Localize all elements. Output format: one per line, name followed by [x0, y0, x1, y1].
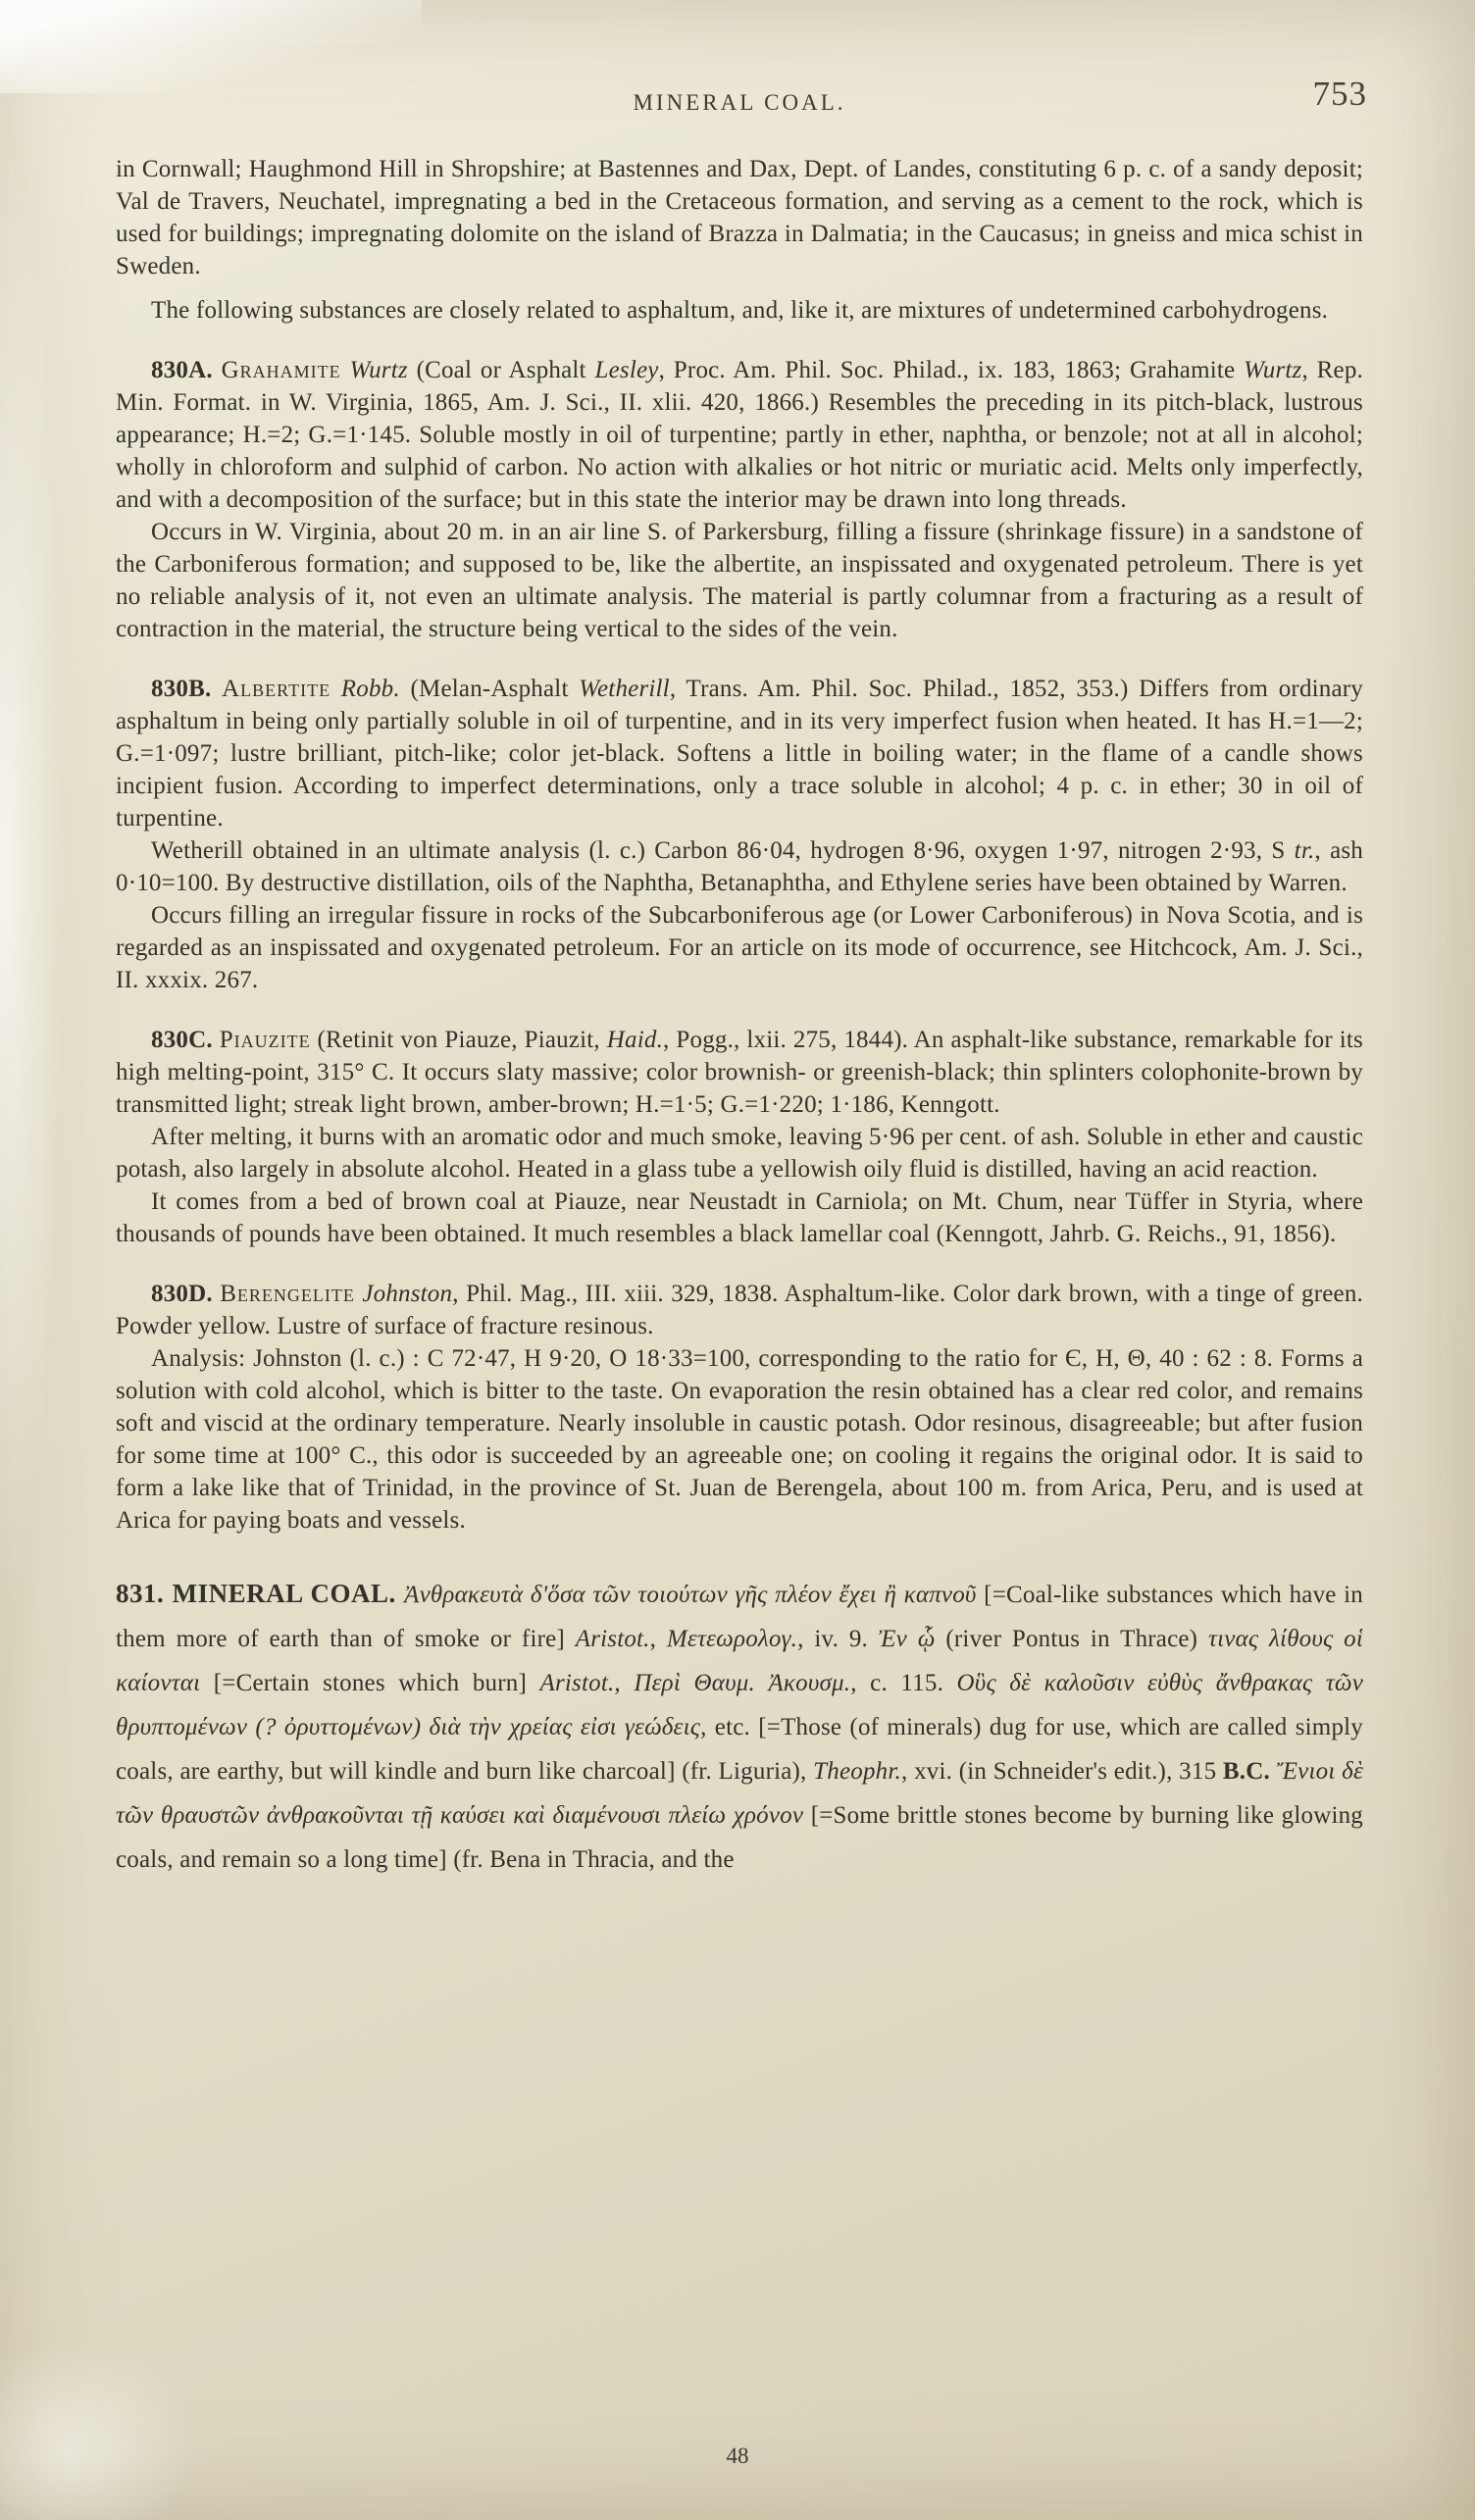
text-run: Aristot.	[539, 1670, 615, 1696]
text-run: [=Some brittle stones become by burning like glowing coals, and remain so a long time] (fr. Bena in Thracia, and the	[116, 1802, 1363, 1873]
text-run: in Cornwall; Haughmond Hill in Shropshire; at Bastennes and Dax, Dept. of Landes, constituting 6 p. c. of a sandy deposit; Val de Travers, Neuchatel, impregnating a bed in the Cretaceous formation, and serving as a cement to the rock, which is used for buildings; impregnating dolomite on the island of Brazza in Dalmatia; in the Caucasus; in gneiss and mica schist in Sweden.	[116, 156, 1363, 279]
section-830a-occurrence	[116, 516, 1363, 645]
text-run: , Trans. Am. Phil. Soc. Philad., 1852, 353.) Differs from ordinary asphaltum in being only partially soluble in oil of turpentine, and in its very imperfect fusion when heated. It has H.=1—2; G.=1·097; lustre brilliant, pitch-like; color jet-black. Softens a little in boiling water; in the flame of a candle shows incipient fusion. According to imperfect determinations, only a trace soluble in alcohol; 4 p. c. in ether; 30 in oil of turpentine.	[116, 676, 1364, 832]
text-run: etc. [=Those (of minerals) dug for use, which are called simply coals, are earthy, but will kindle and burn like charcoal] (fr. Liguria),	[116, 1714, 1363, 1785]
section-830a-description	[116, 354, 1363, 516]
text-run: Wetherill obtained in an ultimate analysis (l. c.) Carbon 86·04, hydrogen 8·96, oxygen 1·97, nitrogen 2·93, S	[151, 837, 1295, 864]
text-run: Ἔνιοι δὲ τῶν θραυστῶν ἀνθρακοῦνται τῇ καύσει καὶ διαμένουσι πλείω χρόνον	[116, 1758, 1363, 1829]
text-run: Occurs in W. Virginia, about 20 m. in an air line S. of Parkersburg, filling a fissure (shrinkage fissure) in a sandstone of the Carboniferous formation; and supposed to be, like the albertite, an inspissated and oxygenated petroleum. There is yet no reliable analysis of it, not even an ultimate analysis. The material is partly columnar from a fracturing as a result of contraction in the material, the structure being vertical to the sides of the vein.	[116, 519, 1363, 642]
section-830c-properties	[116, 1121, 1363, 1185]
text-run: Piauzite	[219, 1027, 311, 1053]
text-run: , Phil. Mag., III. xiii. 329, 1838. Asphaltum-like. Color dark brown, with a tinge of green. Powder yellow. Lustre of surface of fracture resinous.	[116, 1281, 1363, 1339]
text-run: Robb.	[340, 676, 400, 702]
text-run: 830B.	[151, 676, 223, 702]
scan-highlight-top-left	[0, 0, 422, 93]
text-run: Μετεωρολογ.	[666, 1626, 798, 1652]
text-run: 830D.	[151, 1281, 221, 1307]
text-run: B.C.	[1222, 1758, 1277, 1785]
text-run: (river Pontus in Thrace)	[945, 1626, 1208, 1652]
text-run: , Proc. Am. Phil. Soc. Philad., ix. 183, 1863; Grahamite	[658, 357, 1245, 383]
text-run: tr.	[1294, 837, 1315, 864]
text-run: ,	[614, 1670, 635, 1696]
section-830b-analysis	[116, 834, 1363, 899]
page-number: 753	[1312, 75, 1367, 113]
scan-highlight-left-edge	[0, 137, 64, 1608]
text-run: 831. MINERAL COAL.	[116, 1579, 405, 1608]
text-run: τινας λίθους οἱ καίονται	[116, 1626, 1364, 1696]
text-run: Theophr.	[813, 1758, 901, 1785]
text-run: (Coal or Asphalt	[407, 357, 595, 383]
section-830d-description	[116, 1278, 1363, 1342]
text-run: Analysis: Johnston (l. c.) : C 72·47, H 9·20, O 18·33=100, corresponding to the ratio for Є, H, Θ, 40 : 62 : 8. Forms a solution with cold alcohol, which is bitter to the taste. On evaporation the resin obtained has a clear red color, and remains soft and viscid at the ordinary temperature. Nearly insoluble in caustic potash. Odor resinous, disagreeable; but after fusion for some time at 100° C., this odor is succeeded by an agreeable one; on cooling it regains the original odor. It is said to form a lake like that of Trinidad, in the province of St. Juan de Berengela, about 100 m. from Arica, Peru, and is used at Arica for paying boats and vessels.	[116, 1345, 1363, 1534]
text-run: , Rep. Min. Format. in W. Virginia, 1865, Am. J. Sci., II. xlii. 420, 1866.) Resembles the preceding in its pitch-black, lustrous appearance; H.=2; G.=1·145. Soluble mostly in oil of turpentine; partly in ether, naphtha, or benzole; not at all in alcohol; wholly in chloroform and sulphid of carbon. No action with alkalies or hot nitric or muriatic acid. Melts only imperfectly, and with a decomposition of the surface; but in this state the interior may be drawn into long threads.	[116, 357, 1364, 513]
text-run: Albertite	[222, 676, 331, 702]
page-footer	[0, 2444, 1475, 2469]
section-830b-occurrence	[116, 899, 1363, 996]
text-run: Wetherill	[579, 676, 670, 702]
text-run: Aristot.	[575, 1626, 650, 1652]
text-run: Berengelite	[220, 1281, 355, 1307]
intro-paragraph	[116, 294, 1363, 327]
text-run: , Pogg., lxii. 275, 1844). An asphalt-like substance, remarkable for its high melting-point, 315° C. It occurs slaty massive; color brownish- or greenish-black; thin splinters colophonite-brown by transmitted light; streak light brown, amber-brown; H.=1·5; G.=1·220; 1·186, Kenngott.	[116, 1027, 1363, 1118]
text-run: , ash 0·10=100. By destructive distillation, oils of the Naphtha, Betanaphtha, and Ethylene series have been obtained by Warren.	[116, 837, 1364, 896]
page-header	[116, 75, 1367, 145]
text-run: Οὓς δὲ καλοῦσιν εὐθὺς ἄνθρακας τῶν θρυπτομένων (? ὀρυττομένων) διὰ τὴν χρείας εἰσι γεώδεις,	[116, 1670, 1364, 1740]
text-run: Johnston	[362, 1281, 453, 1307]
text-run: [=Coal-like substances which have in them more of earth than of smoke or fire]	[116, 1582, 1363, 1652]
text-run: Haid.	[606, 1027, 664, 1053]
text-run: Occurs filling an irregular fissure in rocks of the Subcarboniferous age (or Lower Carboniferous) in Nova Scotia, and is regarded as an inspissated and oxygenated petroleum. For an article on its mode of occurrence, see Hitchcock, Am. J. Sci., II. xxxix. 267.	[116, 902, 1363, 993]
text-run: Ἐν ᾧ	[878, 1626, 946, 1652]
text-run: The following substances are closely related to asphaltum, and, like it, are mixtures of undetermined carbohydrogens.	[151, 297, 1329, 324]
text-run: Wurtz	[1244, 357, 1302, 383]
text-run: ,	[649, 1626, 667, 1652]
text-run: It comes from a bed of brown coal at Piauze, near Neustadt in Carniola; on Mt. Chum, near Tüffer in Styria, where thousands of pounds have been obtained. It much resembles a black lamellar coal (Kenngott, Jahrb. G. Reichs., 91, 1856).	[116, 1188, 1363, 1247]
section-830c-description	[116, 1024, 1363, 1121]
text-run: , c. 115.	[850, 1670, 957, 1696]
text-run: (Retinit von Piauze, Piauzit,	[310, 1027, 607, 1053]
text-run: [=Certain stones which burn]	[213, 1670, 540, 1696]
text-run: Grahamite	[221, 357, 341, 383]
section-830b-description	[116, 673, 1363, 834]
text-run: (Melan-Asphalt	[399, 676, 580, 702]
text-run: , xvi. (in Schneider's edit.), 315	[900, 1758, 1223, 1785]
section-830c-occurrence	[116, 1185, 1363, 1250]
running-title: MINERAL COAL.	[633, 90, 846, 115]
text-run: Wurtz	[349, 357, 408, 383]
text-run: Ἀνθρακευτὰ δ'ὅσα τῶν τοιούτων γῆς πλέον ἔχει ἢ καπνοῦ	[404, 1582, 985, 1608]
scan-highlight-bottom-left	[0, 2344, 196, 2520]
text-run: , iv. 9.	[797, 1626, 879, 1652]
text-run: Lesley	[594, 357, 659, 383]
signature-mark: 48	[726, 2444, 749, 2468]
text-run: Περὶ Θαυμ. Ἀκουσμ.	[634, 1670, 851, 1696]
text-run: 830A.	[151, 357, 222, 383]
continuation-paragraph	[116, 153, 1363, 282]
text-run: After melting, it burns with an aromatic odor and much smoke, leaving 5·96 per cent. of ash. Soluble in ether and caustic potash, also largely in absolute alcohol. Heated in a glass tube a yellowish oily fluid is distilled, having an acid reaction.	[116, 1124, 1363, 1183]
text-run: 830C.	[151, 1027, 220, 1053]
section-831-mineral-coal	[116, 1572, 1363, 1882]
section-830d-analysis	[116, 1342, 1363, 1537]
text-block	[116, 75, 1367, 1882]
page-body	[116, 153, 1363, 1882]
text-run	[331, 676, 341, 702]
